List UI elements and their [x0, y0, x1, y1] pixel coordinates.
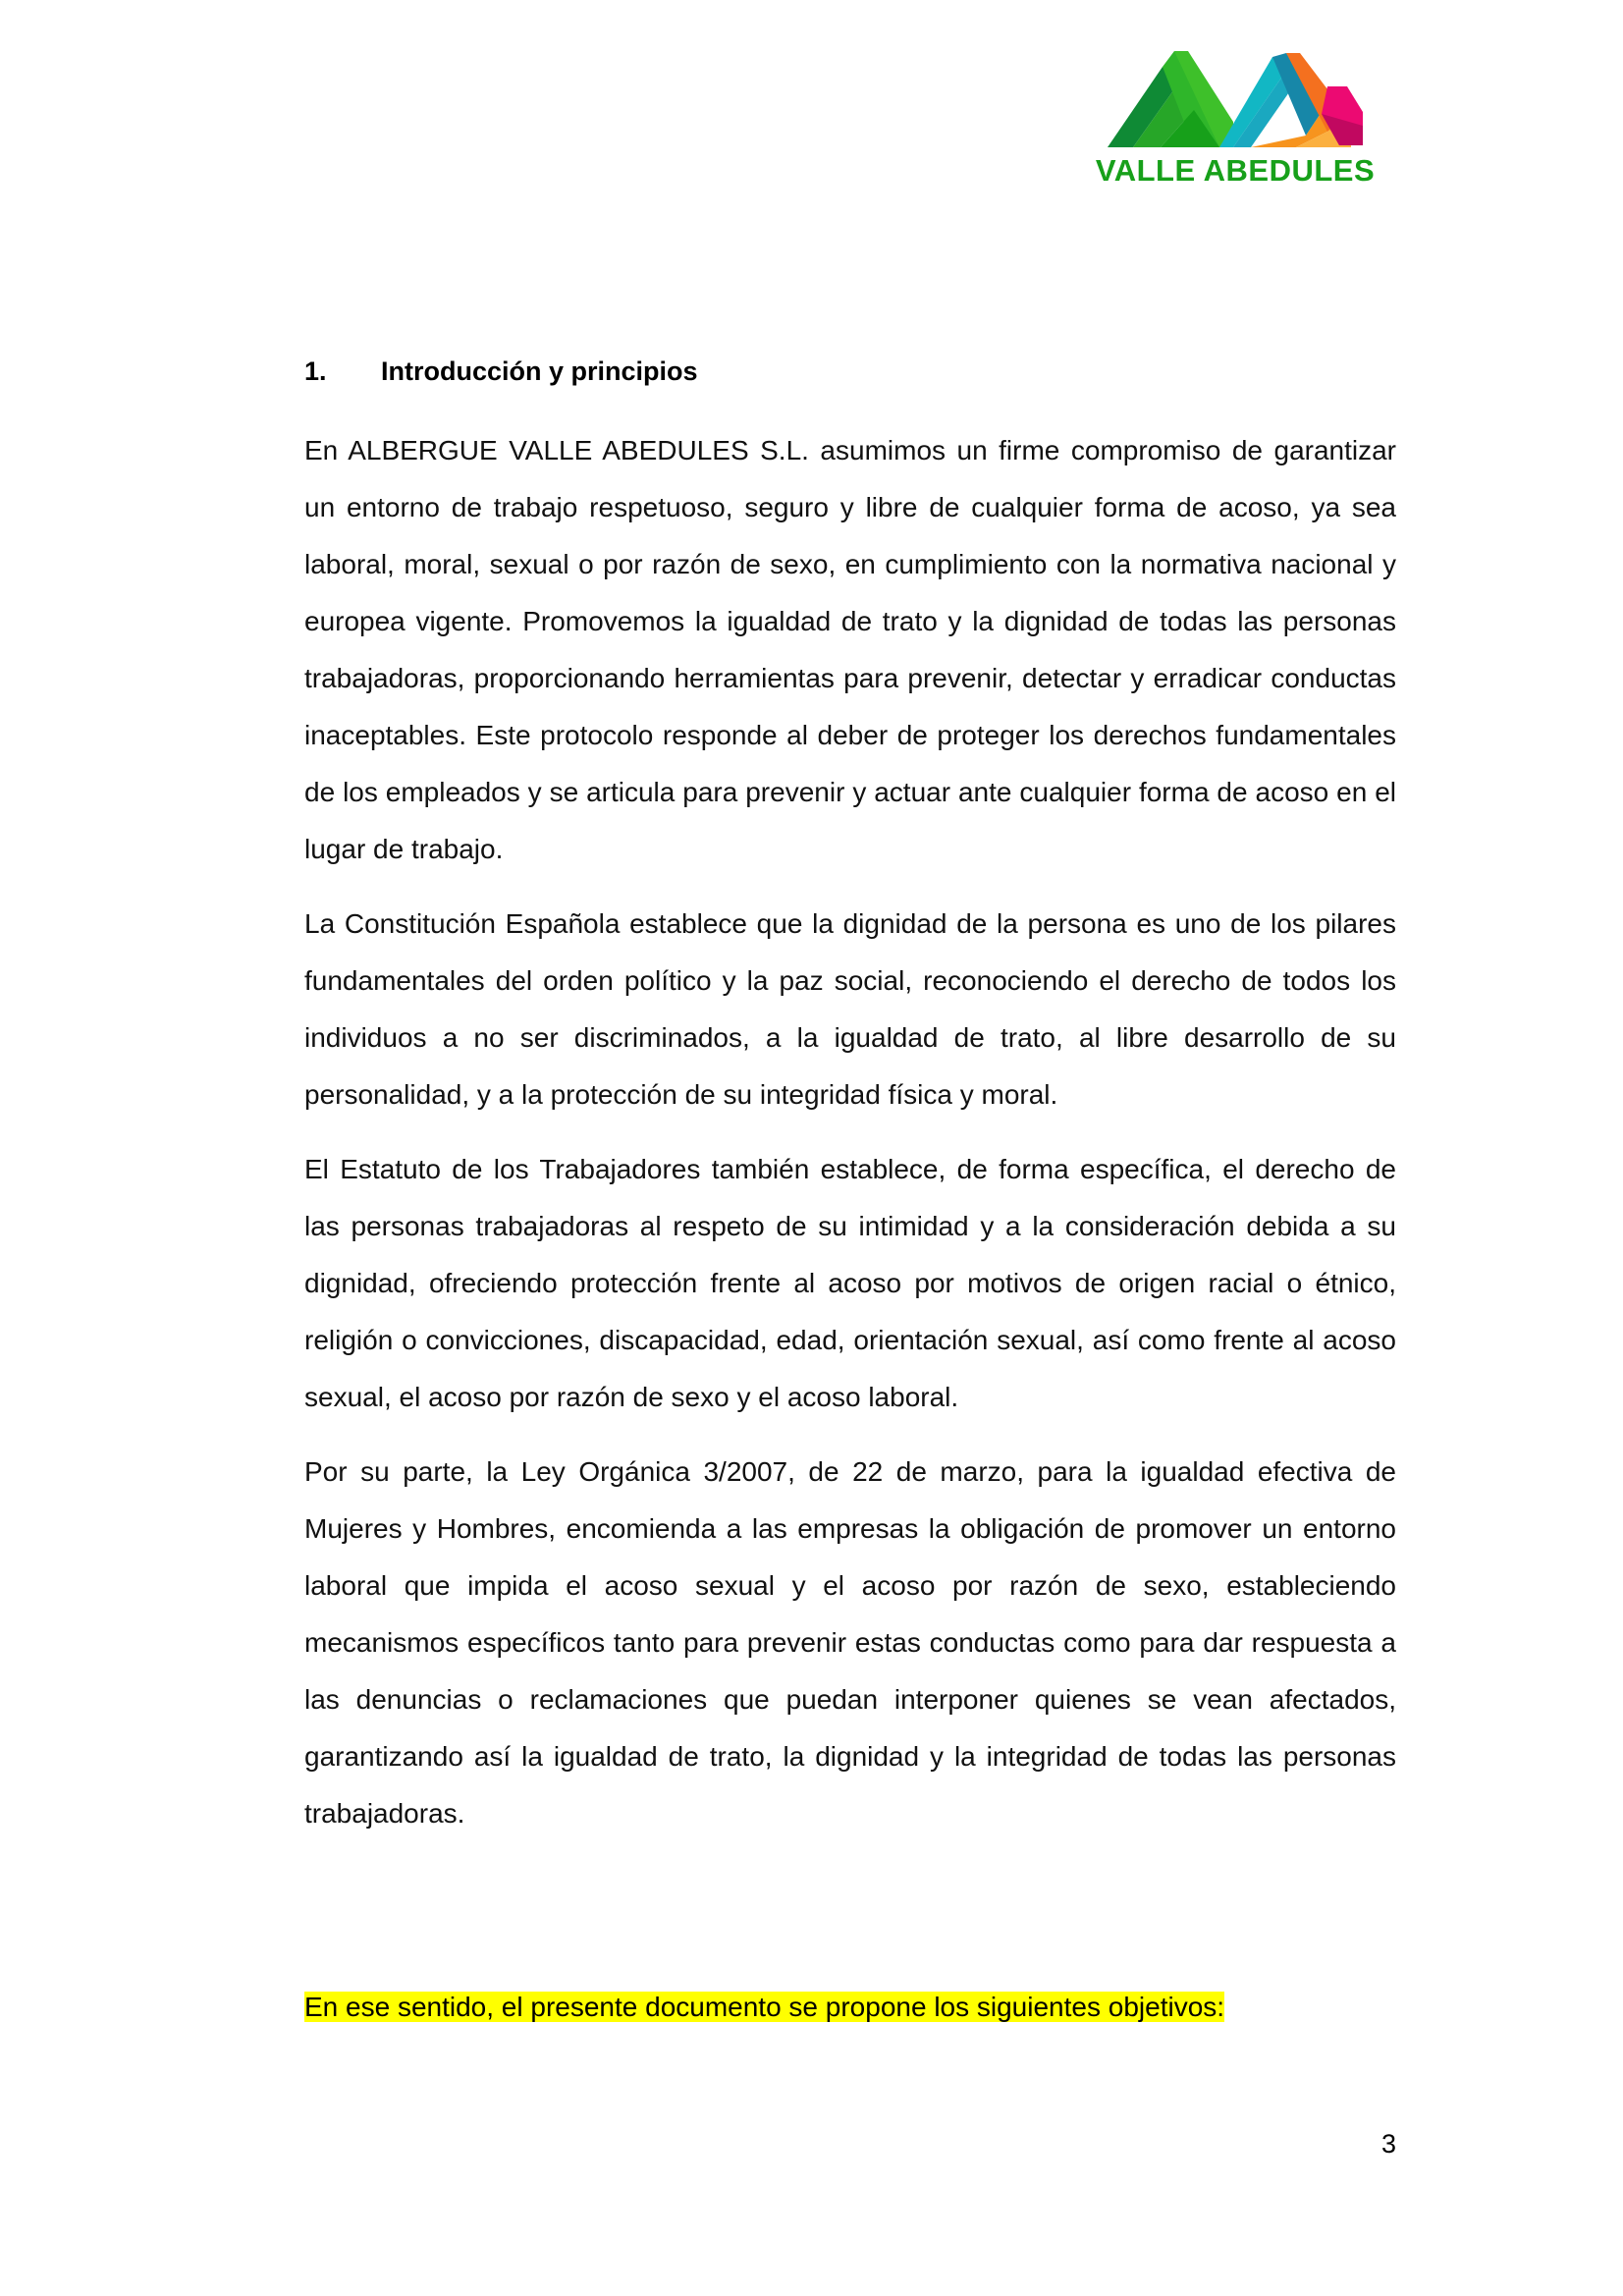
company-logo: [1093, 41, 1378, 189]
highlighted-text: En ese sentido, el presente documento se propone los siguientes objetivos:: [304, 1992, 1225, 2022]
paragraph-estatuto: El Estatuto de los Trabajadores también establece, de forma específica, el derecho de las personas trabajadoras al respeto de su intimidad y a la consideración debida a su dignidad, ofreciendo protección frente al acoso por motivos de origen racial o étnico, religión o convicciones, discapacidad, edad, orientación sexual, así como frente al acoso sexual, el acoso por razón de sexo y el acoso laboral.: [304, 1153, 1396, 1412]
section-number: 1.: [304, 356, 327, 386]
document-content: [304, 355, 1396, 1842]
paragraph-ley-organica: Por su parte, la Ley Orgánica 3/2007, de 22 de marzo, para la igualdad efectiva de Mujeres y Hombres, encomienda a las empresas la obligación de promover un entorno laboral que impida el acoso sexual y el acoso por razón de sexo, estableciendo mecanismos específicos tanto para prevenir estas conductas como para dar respuesta a las denuncias o reclamaciones que puedan interponer quienes se vean afectados, garantizando así la igualdad de trato, la dignidad y la integridad de todas las personas trabajadoras.: [304, 1455, 1396, 1829]
section-title: Introducción y principios: [381, 356, 698, 386]
highlighted-objectives-line: [304, 1986, 1396, 2029]
paragraph-intro: En ALBERGUE VALLE ABEDULES S.L. asumimos un firme compromiso de garantizar un entorno de trabajo respetuoso, seguro y libre de cualquier forma de acoso, ya sea laboral, moral, sexual o por razón de sexo, en cumplimiento con la normativa nacional y europea vigente. Promovemos la igualdad de trato y la dignidad de todas las personas trabajadoras, proporcionando herramientas para prevenir, detectar y erradicar conductas inaceptables. Este protocolo responde al deber de proteger los derechos fundamentales de los empleados y se articula para prevenir y actuar ante cualquier forma de acoso en el lugar de trabajo.: [304, 434, 1396, 864]
section-heading: [304, 355, 1396, 389]
paragraph-constitucion: La Constitución Española establece que la dignidad de la persona es uno de los pilares fundamentales del orden político y la paz social, reconociendo el derecho de todos los individuos a no ser discriminados, a la igualdad de trato, al libre desarrollo de su personalidad, y a la protección de su integridad física y moral.: [304, 907, 1396, 1110]
page-number: 3: [1380, 2129, 1396, 2159]
mountain-logo-icon: [1104, 41, 1367, 151]
page-header: [0, 41, 1623, 218]
logo-wordmark: VALLE ABEDULES: [1095, 153, 1376, 188]
